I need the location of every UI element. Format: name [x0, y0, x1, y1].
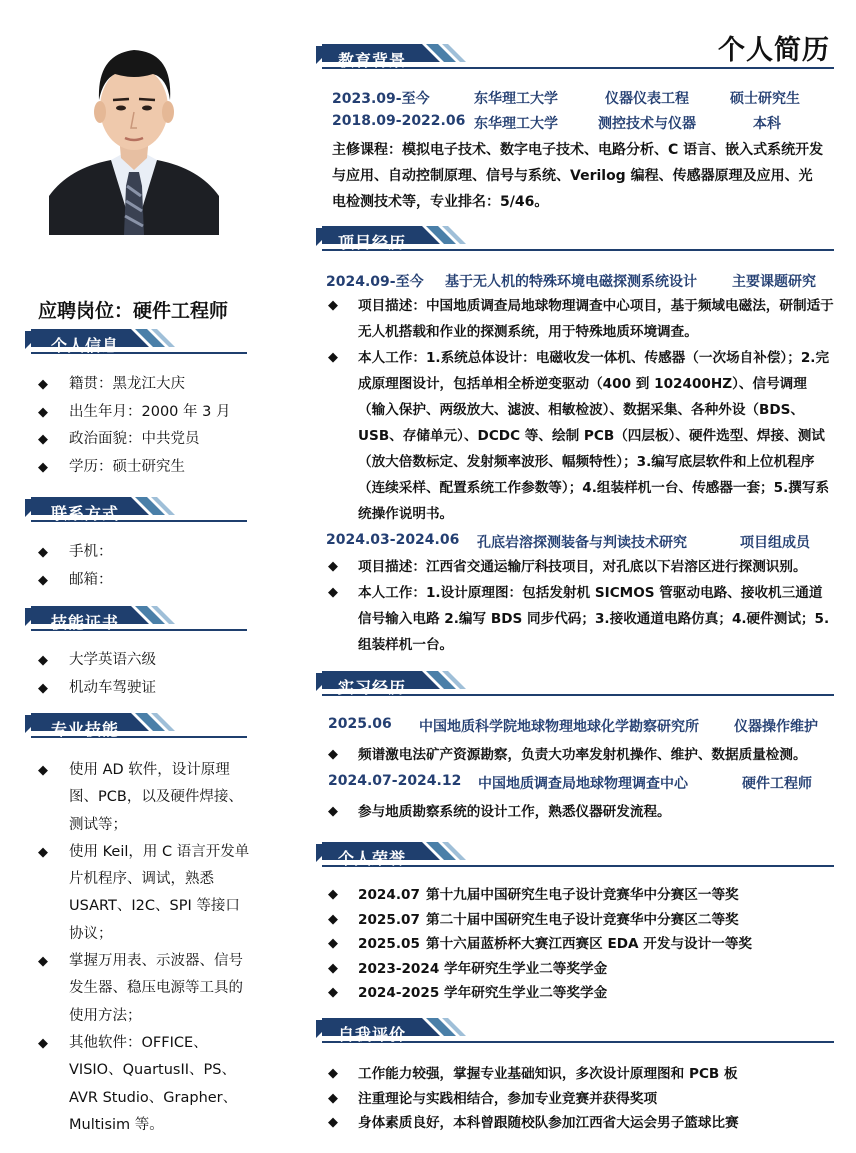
- education-major: 测控技术与仪器: [598, 116, 696, 132]
- education-row: [326, 110, 838, 135]
- list-item: ◆ 手机：: [38, 539, 253, 567]
- project-name: 基于无人机的特殊环境电磁探测系统设计: [445, 274, 697, 290]
- certificates-list: [38, 647, 253, 702]
- education-row: [326, 85, 838, 110]
- education-period: 2018.09-2022.06: [332, 113, 466, 129]
- page-title: 个人简历: [718, 35, 830, 66]
- section-title: 专业技能: [51, 720, 120, 739]
- projects-block: [326, 268, 838, 658]
- section-header-projects: [316, 224, 834, 258]
- list-item: ◆ 使用 Keil，用 C 语言开发单片机程序、调试，熟悉 USART、I2C、SPI 等接口协议；: [38, 839, 250, 948]
- section-header-internship: [316, 669, 834, 703]
- internship-org: 中国地质科学院地球物理地球化学勘察研究所: [419, 719, 699, 735]
- list-item: ◆ 本人工作：1.系统总体设计：电磁收发一体机、传感器（一次场自补偿）；2.完成原理图设计，包括单相全桥逆变驱动（400 到 102400HZ）、信号调理（输入保护、两级放大、滤波、相敏检波）、数据采集、各种外设（BDS、USB、存储单元）、DCDC 等、绘制 PCB（四层板）、硬件选型、焊接、测试（放大倍数标定、发射频率波形、幅频特性）；3.编写底层软件和上位机程序（连续采样、配置系统工作参数等）；4.组装样机一台、传感器一套；5.撰写系统操作说明书。: [326, 345, 834, 527]
- list-item: ◆ 项目描述：中国地质调查局地球物理调查中心项目，基于频域电磁法，研制适于无人机搭载和作业的探测系统，用于特殊地质环境调查。: [326, 293, 834, 345]
- project-items: [326, 293, 834, 527]
- education-degree: 硕士研究生: [730, 91, 800, 107]
- project-items: [326, 554, 834, 658]
- section-header-personal-info: [25, 327, 247, 361]
- internship-period: 2025.06: [328, 716, 392, 732]
- section-title: 实习经历: [338, 678, 407, 697]
- education-period: 2023.09-至今: [332, 91, 430, 107]
- internship-role: 仪器操作维护: [734, 719, 818, 735]
- section-title: 个人荣誉: [338, 849, 407, 868]
- section-title: 联系方式: [51, 504, 120, 523]
- list-item: ◆ 频谱激电法矿产资源勘察，负责大功率发射机操作、维护、数据质量检测。: [326, 742, 846, 768]
- project-row: [326, 529, 838, 554]
- list-item: [326, 908, 838, 933]
- honors-list: [326, 883, 838, 1006]
- honor-text: 2023-2024 学年研究生学业二等奖学金: [358, 960, 608, 977]
- list-item: ◆ 邮箱：: [38, 567, 253, 595]
- list-item: ◆ 政治面貌：中共党员: [38, 426, 253, 454]
- honor-year: 2025.05: [358, 936, 420, 953]
- section-title: 技能证书: [51, 613, 120, 632]
- honor-text: 2024-2025 学年研究生学业二等奖学金: [358, 985, 608, 1002]
- list-item: [326, 932, 838, 957]
- list-item: [326, 957, 838, 982]
- personal-info-list: [38, 371, 253, 481]
- portrait-photo: [49, 36, 219, 235]
- job-title: 应聘岗位：硬件工程师: [38, 300, 229, 322]
- list-item: ◆ 注重理论与实践相结合，参加专业竞赛并获得奖项: [326, 1087, 838, 1112]
- list-item: ◆ 工作能力较强，掌握专业基础知识，多次设计原理图和 PCB 板: [326, 1062, 838, 1087]
- project-name: 孔底岩溶探测装备与判读技术研究: [477, 535, 687, 551]
- project-period: 2024.09-至今: [326, 274, 424, 290]
- honor-text: 第十六届蓝桥杯大赛江西赛区 EDA 开发与设计一等奖: [426, 936, 753, 953]
- section-title: 自我评价: [338, 1025, 407, 1044]
- list-item: ◆ 籍贯：黑龙江大庆: [38, 371, 253, 399]
- internship-role: 硬件工程师: [742, 776, 812, 792]
- honor-year: 2024.07: [358, 887, 420, 903]
- list-item: ◆ 其他软件：OFFICE、VISIO、QuartusII、PS、AVR Studio、Grapher、Multisim 等。: [38, 1030, 250, 1139]
- section-header-honors: [316, 840, 834, 874]
- section-title: 项目经历: [338, 233, 407, 252]
- self-eval-list: [326, 1062, 838, 1136]
- list-item: [326, 883, 838, 908]
- education-major: 仪器仪表工程: [605, 91, 689, 107]
- education-block: [326, 85, 838, 215]
- honor-year: 2025.07: [358, 911, 420, 928]
- education-school: 东华理工大学: [474, 91, 558, 107]
- section-title: 个人信息: [51, 336, 120, 355]
- skills-list: [38, 757, 250, 1139]
- internship-items: [326, 742, 846, 768]
- section-header-education: [316, 42, 834, 76]
- internship-period: 2024.07-2024.12: [328, 773, 462, 789]
- list-item: ◆ 出生年月：2000 年 3 月: [38, 399, 253, 427]
- project-role: 主要课题研究: [732, 274, 816, 290]
- project-row: [326, 268, 838, 293]
- list-item: ◆ 项目描述：江西省交通运输厅科技项目，对孔底以下岩溶区进行探测识别。: [326, 554, 834, 580]
- list-item: ◆ 掌握万用表、示波器、信号发生器、稳压电源等工具的使用方法；: [38, 948, 250, 1030]
- list-item: ◆ 身体素质良好，本科曾跟随校队参加江西省大运会男子篮球比赛: [326, 1111, 838, 1136]
- education-school: 东华理工大学: [474, 116, 558, 132]
- education-degree: 本科: [753, 116, 781, 132]
- list-item: [326, 981, 838, 1006]
- list-item: ◆ 大学英语六级: [38, 647, 253, 675]
- internship-block: [326, 713, 838, 825]
- list-item: ◆ 使用 AD 软件，设计原理图、PCB，以及硬件焊接、测试等；: [38, 757, 250, 839]
- list-item: ◆ 学历：硕士研究生: [38, 454, 253, 482]
- section-header-self-eval: [316, 1016, 834, 1050]
- section-header-certificates: [25, 604, 247, 638]
- honor-text: 第十九届中国研究生电子设计竞赛华中分赛区一等奖: [426, 887, 739, 903]
- contact-list: [38, 539, 253, 594]
- section-header-skills: [25, 711, 247, 745]
- list-item: ◆ 参与地质勘察系统的设计工作，熟悉仪器研发流程。: [326, 799, 834, 825]
- list-item: ◆ 机动车驾驶证: [38, 675, 253, 703]
- internship-org: 中国地质调查局地球物理调查中心: [478, 776, 688, 792]
- project-period: 2024.03-2024.06: [326, 532, 460, 548]
- honor-text: 第二十届中国研究生电子设计竞赛华中分赛区二等奖: [426, 911, 739, 928]
- internship-row: [326, 770, 838, 795]
- internship-items: [326, 799, 834, 825]
- section-header-contact: [25, 495, 247, 529]
- list-item: ◆ 本人工作：1.设计原理图：包括发射机 SICMOS 管驱动电路、接收机三通道信号输入电路 2.编写 BDS 同步代码；3.接收通道电路仿真；4.硬件测试；5.组装样机一台。: [326, 580, 834, 658]
- education-courses: 主修课程：模拟电子技术、数字电子技术、电路分析、C 语言、嵌入式系统开发与应用、自动控制原理、信号与系统、Verilog 编程、传感器原理及应用、光电检测技术等，专业排名：5/46。: [332, 142, 824, 210]
- internship-row: [326, 713, 838, 738]
- project-role: 项目组成员: [740, 535, 810, 551]
- section-title: 教育背景: [338, 51, 407, 70]
